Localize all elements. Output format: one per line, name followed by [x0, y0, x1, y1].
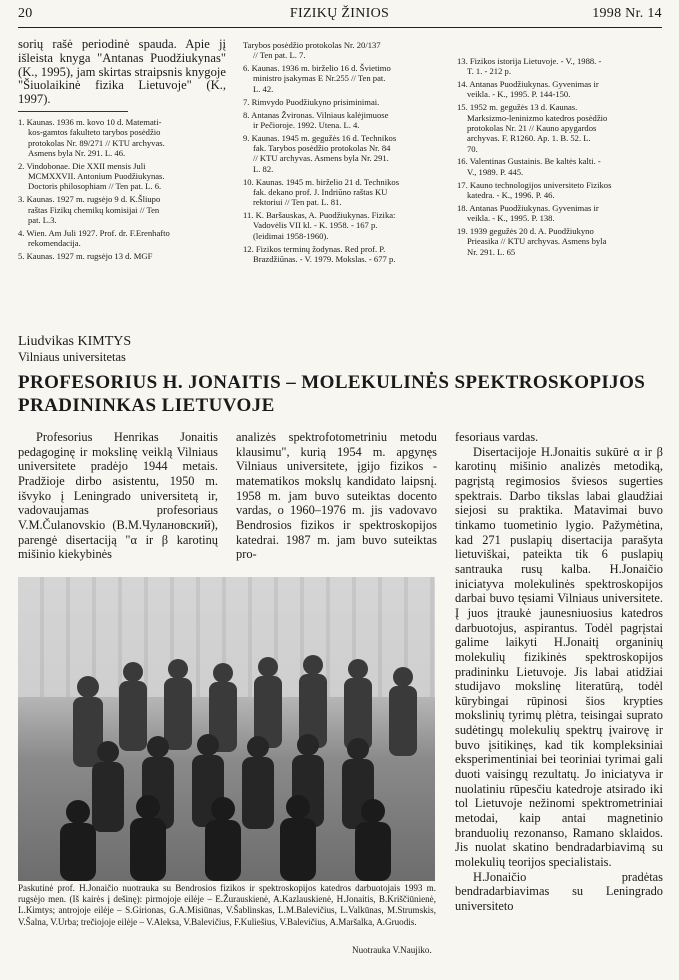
footnote-line: rekomendacija. — [28, 238, 81, 249]
footnote-line: 11. K. Baršauskas, A. Puodžiukynas. Fizika: — [243, 210, 396, 221]
footnote — [243, 40, 443, 61]
footnote-line: protokolas Nr. 89/271 // KTU archyvas. — [28, 137, 165, 148]
footnote — [457, 180, 663, 201]
column-2 — [243, 40, 443, 267]
footnote-line: pat. L.3. — [28, 214, 57, 225]
article-title-line1: PROFESORIUS H. JONAITIS – MOLEKULINĖS SPEKTROSKOPIJOS — [18, 372, 646, 393]
footnote-line: Prieasika // KTU archyvas. Asmens byla — [467, 236, 607, 247]
footnote-line: 13. Fizikos istorija Lietuvoje. - V., 1988. - — [457, 56, 602, 66]
photo-caption: Paskutinė prof. H.Jonaičio nuotrauka su Bendrosios fizikos ir spektroskopijos katedros darbuotojais 1993 m. rugsėjo men. (Iš kairės į dešinę): pirmojoje eilėje – E.Žurauskienė, A.Kazlauskienė, H.Jonaitis, B.Kriščiūnienė, L.Kimtys; antrojoje eilėje – S.Girionas, G.A.Misiūnas, V.Šablinskas, L.M.Balevičius, L.Valkūnas, M.Strumskis, V.Šalna, V.Urba; trečiojoje eilėje – V.Aleksa, V.Balevičius, F.Kuliešius, V.Balevičius, A.Maršalka, A.Gruodis. — [18, 883, 436, 927]
body-paragraph: Disertacijoje H.Jonaitis sukūrė α ir β karotinų mišinio analizės metodiką, pagrįstą regimosios šviesos sugerties spektrais. Darbo tikslas labai glaudžiai siejosi su praktika. Matavimai buvo tinkamo tuometinio lygio. Pažymėtina, kad 271 puslapių disertacija parašyta lietuviškai, pateikta tik 6 puslapių santrauka rusų kalba. H.Jonaičio iniciatyva molekulinės spektroskopijos darbai buvo tęsiami Vilniaus universitete. Į juos įtraukė jaunesniuosius katedros darbuotojus, aspirantus. Todėl pagrįstai galime laikyti H.Jonaitį organinių molekulių fizikinės spektroskopijos pradininku Lietuvoje. Jis labai atidžiai studijavo mokslinę literatūrą, todėl kūrybingai rūpinosi šios krypties mokslinių tyrimų plėtra, teisingai suprato sudėtingų molekulių spektrų įvairovę ir buvo įsitikinęs, kad tik kompleksiniai eksperimentiniai bei teoriniai tyrimai gali duoti vaisingų rezultatų. Jo iniciatyva ir nuolatiniu rūpesčiu katedroje atsirado iki tol Lietuvoje nežinomi spektrometriniai metodai, kaip antai magnetinio branduolių rezonanso, Ramano sklaidos. Jis nuolat skatino bendradarbiavimą su molekulių teorijos specialistais. — [455, 444, 663, 870]
footnote — [18, 251, 226, 261]
footnote-line: 10. Kaunas. 1945 m. birželio 21 d. Technikos — [243, 176, 400, 187]
footnote — [243, 244, 443, 265]
footnote-line: 14. Antanas Puodžiukynas. Gyvenimas ir — [457, 79, 599, 90]
footnote — [18, 194, 226, 225]
footnote-line: 2. Vindobonae. Die XXII mensis Juli — [18, 160, 146, 171]
header-rule — [18, 27, 662, 28]
footnote-line: 6. Kaunas. 1936 m. birželio 16 d. Švietimo — [243, 63, 391, 74]
group-photo-figures — [18, 577, 435, 881]
footnote — [243, 63, 443, 94]
footnote-line: fak. Tarybos posėdžio protokolas Nr. 84 — [253, 143, 391, 154]
footnote-line: kos-gamtos fakulteto tarybos posėdžio — [28, 127, 161, 138]
author-affiliation: Vilniaus universitetas — [18, 350, 126, 364]
footnote — [457, 226, 663, 257]
footnote — [243, 97, 443, 107]
footnote-line: 8. Antanas Žvironas. Vilniaus kalėjimuose — [243, 109, 389, 120]
body-column-1 — [18, 430, 218, 562]
footnote-line: (leidimai 1958-1960). — [253, 230, 329, 241]
footnote-line: L. 42. — [253, 83, 274, 94]
footnote — [18, 161, 226, 192]
footnote-line: // KTU archyvas. Asmens byla Nr. 291. — [253, 153, 389, 164]
footnote-line: 18. Antanas Puodžiukynas. Gyvenimas ir — [457, 202, 599, 213]
footnote — [243, 110, 443, 131]
footnote — [457, 203, 663, 224]
article-title — [18, 371, 668, 417]
footnote-line: raštas Fizikų chemikų komisijai // Ten — [28, 204, 160, 215]
footnote-line: T. 1. - 212 p. — [467, 66, 511, 77]
page-number: 20 — [18, 6, 33, 21]
footnotes-col2 — [243, 40, 443, 264]
footnote-rule — [18, 111, 128, 112]
footnote — [18, 117, 226, 158]
body-paragraph: analizės spektrofotometriniu metodu klausimu", kurią 1954 m. apgynęs Vilniaus universitete, įgijo fizikos - matematikos mokslų kandidato laipsnį. 1958 m. jam buvo suteiktas docento vardas, o 1960–1976 m. jis vadovavo Bendrosios fizikos ir spektroskopijos katedrai. 1987 m. jam buvo suteiktas pro- — [236, 430, 437, 562]
footnote-line: veikla. - K., 1995. P. 138. — [467, 213, 555, 224]
column-3 — [457, 56, 663, 260]
article-title-line2: PRADININKAS LIETUVOJE — [18, 395, 275, 416]
journal-title: FIZIKŲ ŽINIOS — [289, 6, 390, 21]
footnote-line: archyvas. F. R1260. Ap. 1. B. 52. L. — [467, 133, 591, 144]
footnote-line: // Ten pat. L. 7. — [253, 50, 306, 61]
footnote-line: Brazdžiūnas. - V. 1979. Mokslas. - 677 p. — [253, 253, 396, 264]
footnote-line: 4. Wien. Am Juli 1927. Prof. dr. F.Erenhafto — [18, 227, 170, 238]
footnote-line: Asmens byla Nr. 291. L. 46. — [28, 147, 126, 158]
body-paragraph: fesoriaus vardas. — [455, 430, 539, 444]
footnote-line: Doctoris philosophiam // Ten pat. L. 6. — [28, 181, 162, 192]
footnote — [243, 177, 443, 208]
footnote-line: ir Pečioroje. 1992. Utena. L. 4. — [253, 119, 360, 130]
body-paragraph: H.Jonaičio pradėtas bendradarbiavimas su Leningrado universiteto — [455, 869, 663, 913]
footnote-line: ministro įsakymas E Nr.255 // Ten pat. — [253, 73, 386, 84]
footnote-line: protokolas Nr. 21 // Kauno apygardos — [467, 122, 597, 133]
group-photo — [18, 577, 435, 881]
footnotes-col3 — [457, 56, 663, 257]
issue-label: 1998 Nr. 14 — [592, 6, 662, 21]
footnote-line: 17. Kauno technologijos universiteto Fizikos — [457, 179, 612, 190]
footnotes-col1 — [18, 117, 226, 261]
footnote-line: 19. 1939 gegužės 20 d. A. Puodžiukyno — [457, 226, 594, 237]
footnote — [457, 56, 663, 77]
article-author: Liudvikas KIMTYS — [18, 334, 132, 349]
footnote — [243, 133, 443, 174]
footnote-line: MCMXXVII. Antonium Puodžiukynas. — [28, 171, 165, 182]
footnote — [457, 156, 663, 177]
footnote-line: 16. Valentinas Gustainis. Be kaltės kalti. - — [457, 156, 601, 167]
footnote-line: Marksizmo-leninizmo katedros posėdžio — [467, 112, 608, 123]
footnote-line: rektoriui // Ten pat. L. 81. — [253, 197, 342, 208]
footnote-line: L. 82. — [253, 163, 274, 174]
footnote-line: 9. Kaunas. 1945 m. gegužės 16 d. Technikos — [243, 132, 397, 143]
footnote-line: 12. Fizikos terminų žodynas. Red prof. P. — [243, 243, 386, 254]
footnote-line: 5. Kaunas. 1927 m. rugsėjo 13 d. MGF — [18, 250, 153, 261]
footnote-line: 15. 1952 m. gegužės 13 d. Kaunas. — [457, 102, 578, 113]
footnote-line: 1. Kaunas. 1936 m. kovo 10 d. Matemati- — [18, 116, 162, 127]
photo-credit: Nuotrauka V.Naujiko. — [352, 945, 432, 955]
column-1 — [18, 38, 226, 264]
footnote-line: 7. Rimvydo Puodžiukyno prisiminimai. — [243, 96, 380, 107]
footnote-line: Tarybos posėdžio protokolas Nr. 20/137 — [243, 40, 381, 50]
footnote — [457, 102, 663, 153]
body-paragraph: Profesorius Henrikas Jonaitis pedagoginę ir mokslinę veiklą Vilniaus universitete pradėjo 1944 metais. Pradžioje dirbo asistentu, 1950 m. išvyko į Leningrado universitetą ir, vadovaujamas profesoriaus V.M.Čulanovskio (В.М.Чулановский), parengė disertaciją "α ir β karotinų mišinio kiekybinės — [18, 430, 218, 562]
footnote-line: fak. dekano prof. J. Indriūno raštas KU — [253, 186, 388, 197]
footnote-line: V., 1989. P. 445. — [467, 166, 524, 177]
footnote-line: 3. Kaunas. 1927 m. rugsėjo 9 d. K.Šliupo — [18, 194, 161, 205]
footnote — [457, 79, 663, 100]
footnote — [243, 210, 443, 241]
footnote-line: veikla. - K., 1995. P. 144-150. — [467, 89, 571, 100]
footnote-line: 70. — [467, 143, 478, 154]
body-column-3 — [455, 430, 663, 914]
intro-paragraph: sorių rašė periodinė spauda. Apie jį išleista knyga "Antanas Puodžiukynas" (K., 1995), jam skirtas straipsnis knygoje "Šiuolaikinė fizika Lietuvoje" (K., 1997). — [18, 37, 226, 107]
footnote-line: Vadovėlis VII kl. - K. 1958. - 167 p. — [253, 220, 378, 231]
footnote-line: katedra. - K., 1996. P. 46. — [467, 189, 555, 200]
footnote — [18, 228, 226, 249]
body-column-2 — [236, 430, 437, 562]
footnote-line: Nr. 291. L. 65 — [467, 246, 516, 257]
